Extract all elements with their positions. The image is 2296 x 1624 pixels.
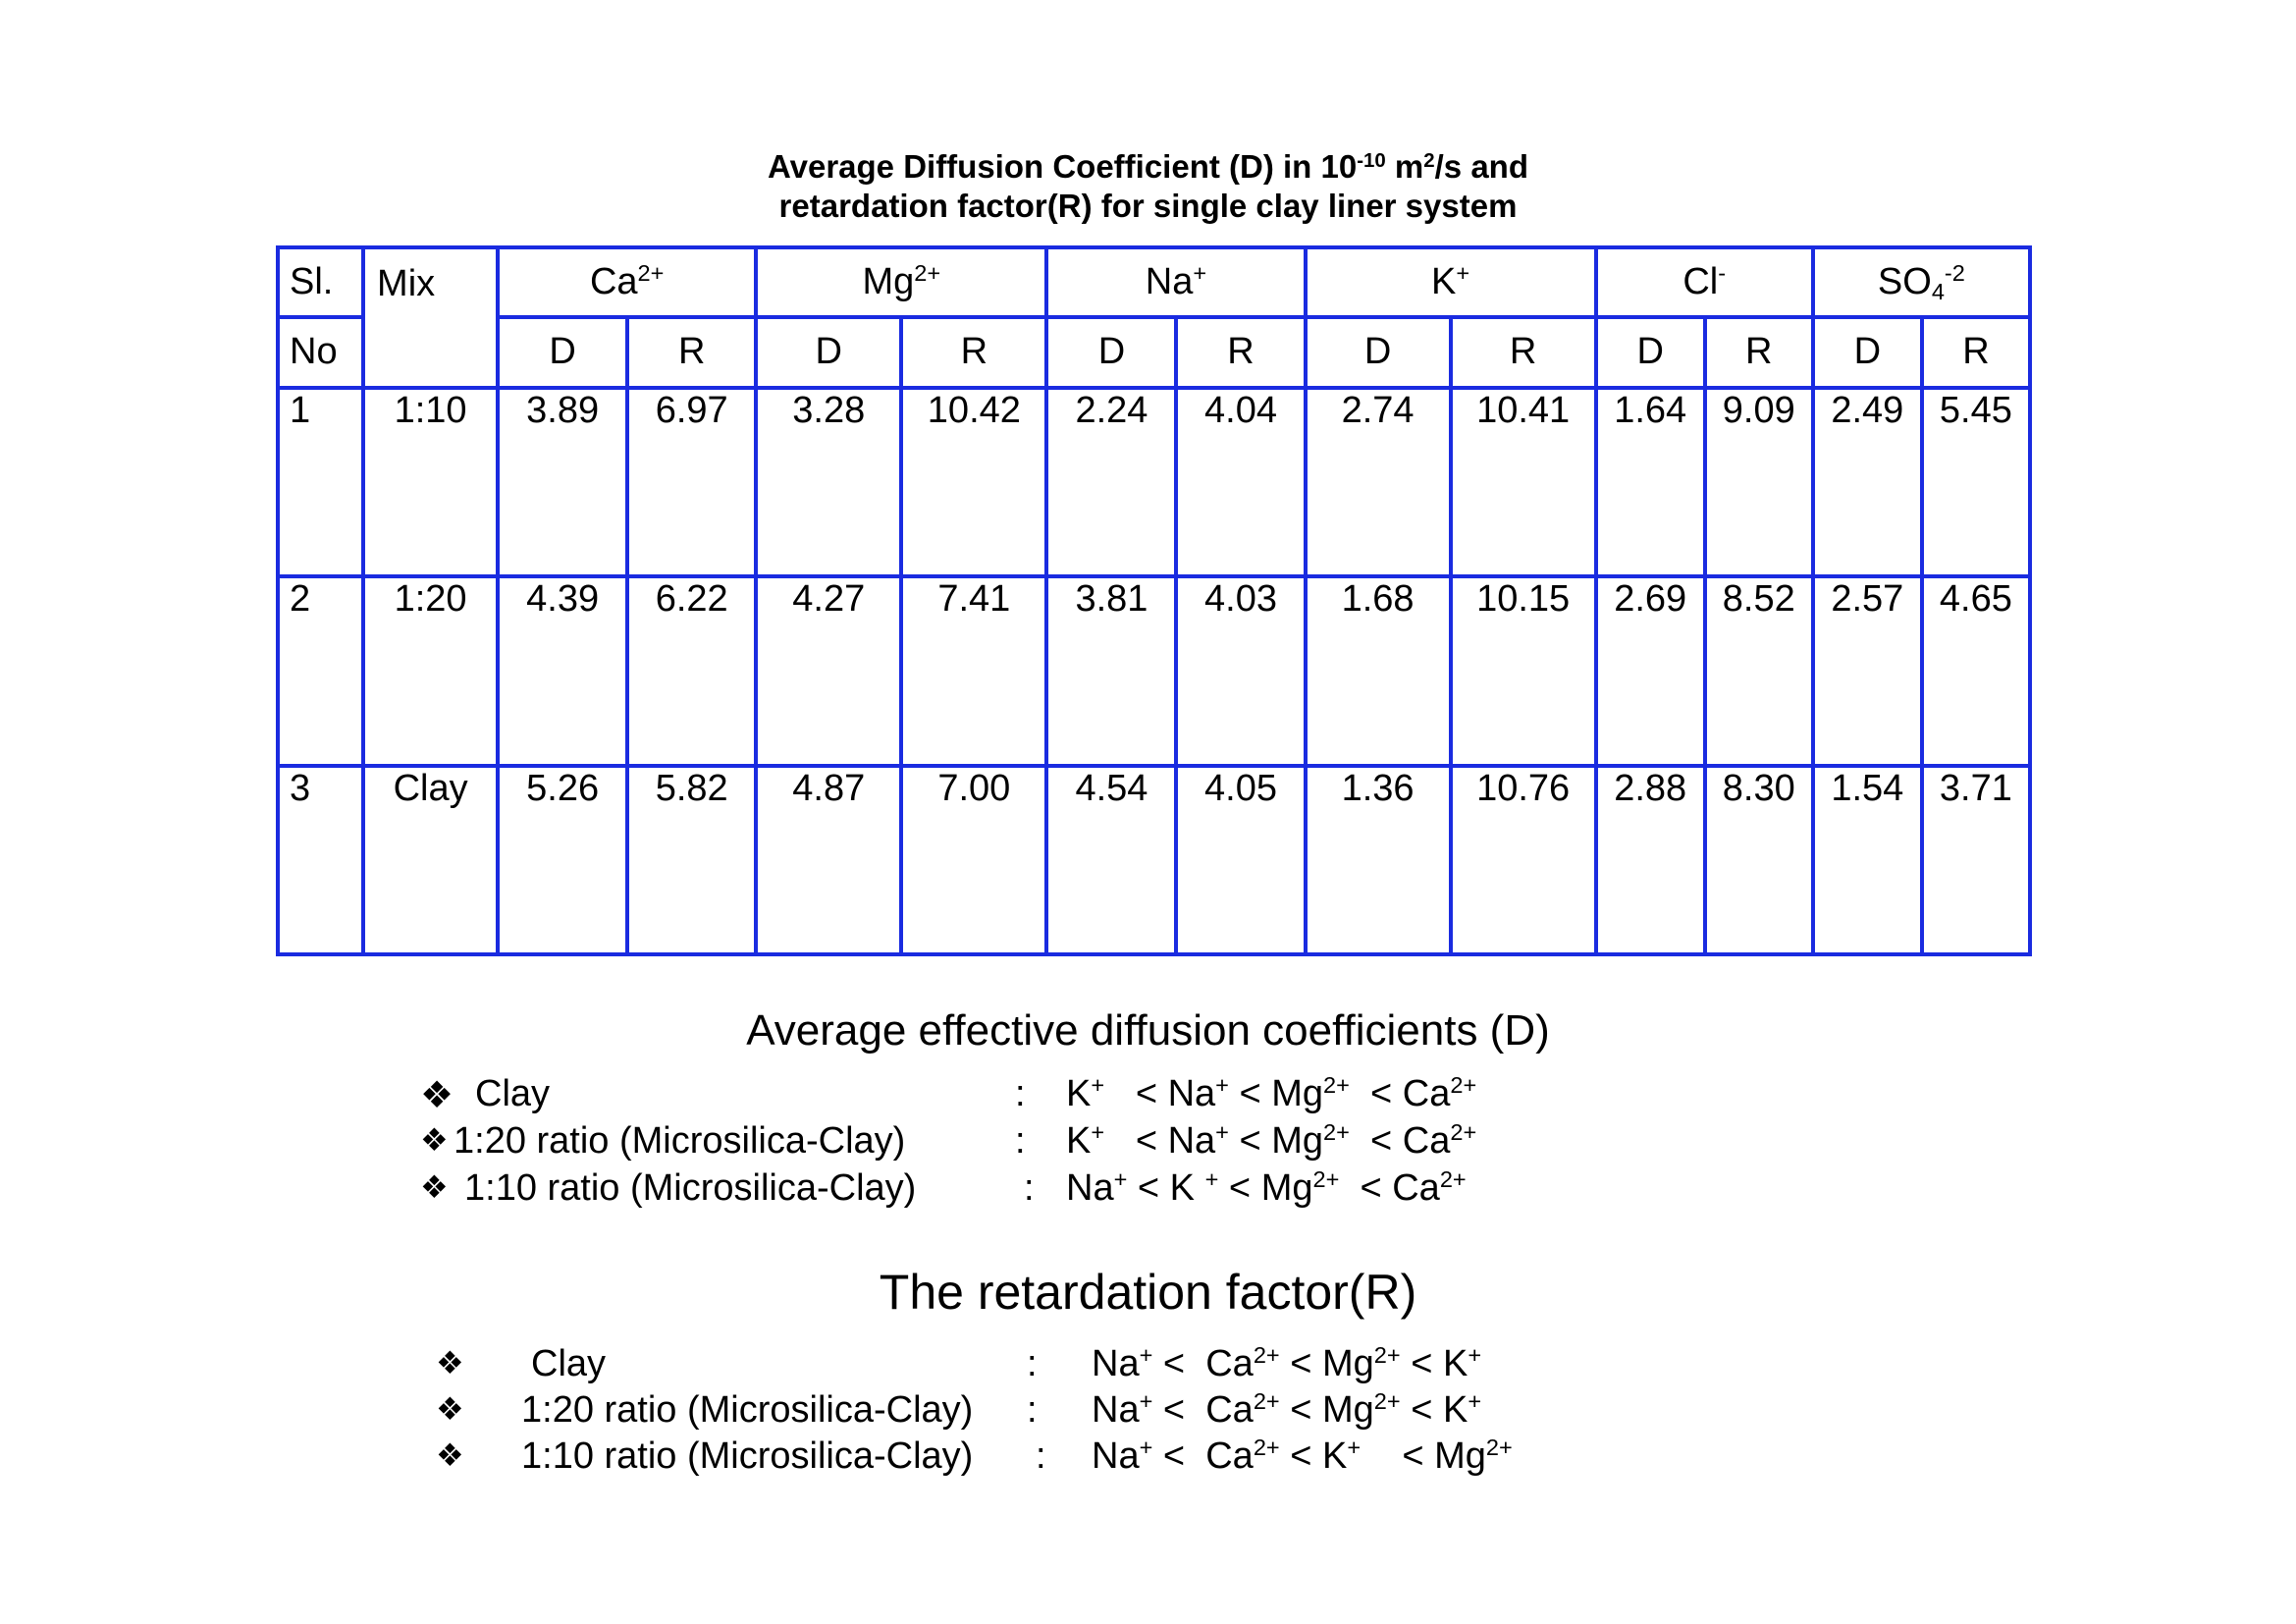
value-cell: 1.36 [1306, 766, 1451, 954]
d-header: D [1046, 317, 1176, 388]
r-header: R [1451, 317, 1596, 388]
ion-header-ca: $Ca^{2+}$ [498, 247, 756, 317]
diffusion-item-1-10-order: Na+ < K $^+ < Mg^{2+} < Ca^{2+}$ [1066, 1166, 1467, 1209]
value-cell: 8.30 [1705, 766, 1813, 954]
d-header: D [1813, 317, 1922, 388]
retardation-item-clay-sep: : [1027, 1343, 1038, 1384]
ion-header-so4: $SO_4^{-2}$ [1813, 247, 2030, 317]
value-cell: 2.57 [1813, 576, 1922, 765]
retardation-item-clay-order: $Na^+ < Ca^{2+} < Mg^{2+} < K^+$ [1092, 1342, 1482, 1384]
value-cell: 4.39 [498, 576, 627, 765]
value-cell: 4.87 [756, 766, 901, 954]
value-cell: 3.71 [1922, 766, 2030, 954]
value-cell: 1.64 [1596, 388, 1705, 576]
table-row [278, 576, 2030, 765]
value-cell: 5.26 [498, 766, 627, 954]
retardation-item-clay-label: Clay [531, 1343, 607, 1384]
value-cell: 6.97 [627, 388, 756, 576]
value-cell: 10.76 [1451, 766, 1596, 954]
value-cell: 9.09 [1705, 388, 1813, 576]
diamond-bullet-icon: ❖ [436, 1345, 464, 1380]
value-cell: 5.82 [627, 766, 756, 954]
value-cell: 4.27 [756, 576, 901, 765]
r-header: R [901, 317, 1046, 388]
retardation-item-1-10-sep: : [1036, 1435, 1046, 1477]
sl-cell: 2 [278, 576, 363, 765]
value-cell: 1.54 [1813, 766, 1922, 954]
mix-header: Mix [363, 247, 498, 388]
r-header: R [627, 317, 756, 388]
value-cell: 2.24 [1046, 388, 1176, 576]
table-row [278, 766, 2030, 954]
diffusion-item-clay-label: Clay [475, 1073, 551, 1114]
table-title-line-1: Average Diffusion Coefficient (D) in $10^{-10}$ $m^2/s$ and [768, 148, 1528, 185]
diamond-bullet-icon: ❖ [436, 1437, 464, 1473]
mix-cell: Clay [363, 766, 498, 954]
diffusion-item-1-20-order: K+ < $Na^+ < Mg^{2+} < Ca^{2+}$ [1066, 1119, 1477, 1162]
diffusion-item-clay-sep: : [1015, 1073, 1026, 1114]
diffusion-item-1-10-sep: : [1024, 1167, 1035, 1209]
value-cell: 10.41 [1451, 388, 1596, 576]
value-cell: 4.04 [1176, 388, 1305, 576]
retardation-heading: The retardation factor(R) [879, 1265, 1417, 1320]
retardation-item-1-20-label: 1:20 ratio (Microsilica-Clay) [521, 1389, 974, 1431]
diamond-bullet-icon: ❖ [436, 1391, 464, 1427]
mix-cell: 1:10 [363, 388, 498, 576]
value-cell: 3.81 [1046, 576, 1176, 765]
retardation-item-1-10-label: 1:10 ratio (Microsilica-Clay) [521, 1435, 974, 1477]
value-cell: 4.05 [1176, 766, 1305, 954]
value-cell: 5.45 [1922, 388, 2030, 576]
r-header: R [1705, 317, 1813, 388]
value-cell: 6.22 [627, 576, 756, 765]
value-cell: 10.15 [1451, 576, 1596, 765]
diamond-bullet-icon: ❖ [420, 1122, 449, 1158]
mix-cell: 1:20 [363, 576, 498, 765]
diamond-bullet-icon: ❖ [420, 1075, 454, 1116]
ion-header-cl: Cl- [1596, 247, 1813, 317]
r-header: R [1922, 317, 2030, 388]
d-header: D [1306, 317, 1451, 388]
diffusion-heading: Average effective diffusion coefficients (D) [746, 1006, 1550, 1055]
value-cell: 8.52 [1705, 576, 1813, 765]
ion-header-k: K+ [1306, 247, 1596, 317]
d-header: D [1596, 317, 1705, 388]
r-header: R [1176, 317, 1305, 388]
value-cell: 4.54 [1046, 766, 1176, 954]
table-title-line-2: retardation factor(R) for single clay liner system [778, 188, 1518, 224]
value-cell: 4.03 [1176, 576, 1305, 765]
ion-header-na: Na+ [1046, 247, 1305, 317]
sl-cell: 1 [278, 388, 363, 576]
value-cell: 7.41 [901, 576, 1046, 765]
diffusion-item-1-10-label: 1:10 ratio (Microsilica-Clay) [464, 1167, 917, 1209]
sl-header-top: Sl. [278, 247, 363, 317]
diffusion-item-clay-order: K+ < $Na^+ < Mg^{2+} < Ca^{2+}$ [1066, 1072, 1477, 1114]
diffusion-table [276, 245, 2032, 956]
retardation-item-1-20-sep: : [1027, 1389, 1038, 1431]
value-cell: 2.49 [1813, 388, 1922, 576]
value-cell: 3.89 [498, 388, 627, 576]
value-cell: 10.42 [901, 388, 1046, 576]
value-cell: 2.69 [1596, 576, 1705, 765]
value-cell: 2.88 [1596, 766, 1705, 954]
d-header: D [756, 317, 901, 388]
ion-header-mg: $Mg^{2+}$ [756, 247, 1046, 317]
value-cell: 2.74 [1306, 388, 1451, 576]
sl-header-bottom: No [278, 317, 363, 388]
retardation-item-1-20-order: $Na^+ < Ca^{2+} < Mg^{2+} < K^+$ [1092, 1388, 1482, 1431]
retardation-item-1-10-order: $Na^+ < Ca^{2+} < K^+$ < $Mg^{2+}$ [1092, 1435, 1513, 1477]
sl-cell: 3 [278, 766, 363, 954]
value-cell: 3.28 [756, 388, 901, 576]
diffusion-item-1-20-label: 1:20 ratio (Microsilica-Clay) [454, 1120, 906, 1162]
value-cell: 4.65 [1922, 576, 2030, 765]
diamond-bullet-icon: ❖ [420, 1169, 449, 1205]
diffusion-item-1-20-sep: : [1015, 1120, 1026, 1162]
value-cell: 1.68 [1306, 576, 1451, 765]
table-row [278, 388, 2030, 576]
value-cell: 7.00 [901, 766, 1046, 954]
d-header: D [498, 317, 627, 388]
